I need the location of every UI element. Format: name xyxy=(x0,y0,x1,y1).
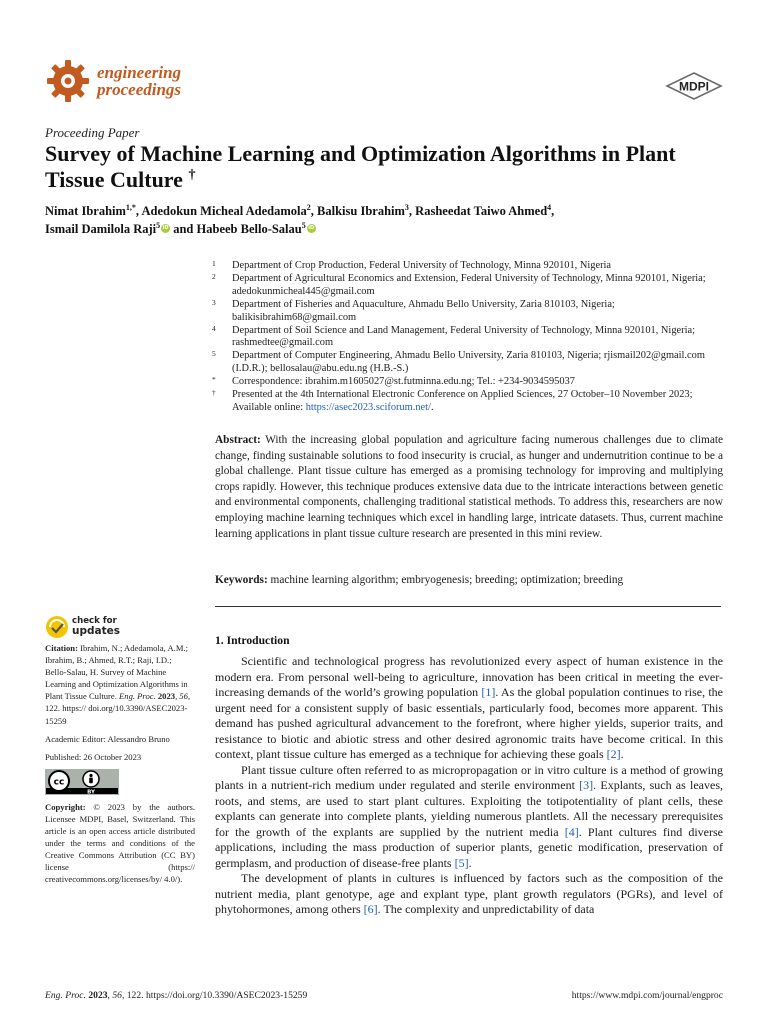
body-text-run: . The complexity and unpredictability of data xyxy=(377,902,595,916)
footer-citation: Eng. Proc. 2023, 56, 122. https://doi.org/10.3390/ASEC2023-15259 xyxy=(45,990,308,1001)
affiliation-item xyxy=(212,299,732,325)
affiliation-text: Presented at the 4th International Electronic Conference on Applied Sciences, 27 October–10 November 2023; Available online: xyxy=(232,389,693,413)
affiliation-item xyxy=(212,389,732,415)
author-separator: and xyxy=(170,221,197,236)
copyright-text: © 2023 by the authors. Licensee MDPI, Basel, Switzerland. This article is an open access article distributed under the terms and conditions of the Creative Commons Attribution (CC BY) license (https:// creativecommons.org/licenses/by/ 4.0/). xyxy=(45,801,195,885)
author-separator: , xyxy=(135,204,142,218)
journal-name-line2: proceedings xyxy=(97,80,182,99)
check-updates-line1: check for xyxy=(72,616,117,626)
mdpi-logo-icon xyxy=(665,72,723,100)
cc-by-license-badge[interactable] xyxy=(45,769,119,795)
affiliation-text: Department of Soil Science and Land Management, Federal University of Technology, Minna 920101, Nigeria; rashmedtee@gmail.com xyxy=(232,324,695,349)
footer-year: 2023 xyxy=(88,990,108,1001)
citation-block: Citation: Ibrahim, N.; Adedamola, A.M.; Ibrahim, B.; Ahmed, R.T.; Raji, I.D.; Bello-Salau, H. Survey of Machine Learning and Optimization Algorithms in Plant Tissue Culture. Eng. Proc. 2023, 56, 122. https:// doi.org/10.3390/ASEC2023-15259 xyxy=(45,643,191,726)
affiliation-mark: 3 xyxy=(212,297,216,307)
citation-year: 2023 xyxy=(157,691,176,702)
paper-type: Proceeding Paper xyxy=(45,125,140,140)
footer-journal-url[interactable]: https://www.mdpi.com/journal/engproc xyxy=(571,990,723,1001)
journal-logo[interactable] xyxy=(45,58,181,104)
author-name: Nimat Ibrahim xyxy=(45,204,126,218)
footer-volume: 56 xyxy=(112,990,122,1001)
author-affiliation-mark[interactable]: 5 xyxy=(156,220,161,230)
citation-label: Citation: xyxy=(45,643,78,653)
affiliation-text: Department of Computer Engineering, Ahmadu Bello University, Zaria 810103, Nigeria; rjismail202@gmail.com (I.D.R.); bellosalau@abu.edu.ng (H.B.-S.) xyxy=(232,350,705,375)
affiliation-tail: . xyxy=(430,401,434,413)
conference-link[interactable]: https://asec2023.sciforum.net/ xyxy=(305,401,431,413)
paper-title xyxy=(45,141,725,193)
check-updates-line2: updates xyxy=(72,625,120,637)
author-name: Balkisu Ibrahim xyxy=(317,204,405,218)
reference-link[interactable]: [1] xyxy=(481,685,496,699)
affiliations xyxy=(212,260,732,415)
author-separator: , xyxy=(310,204,318,218)
author-affiliation-mark[interactable]: 4 xyxy=(547,202,552,212)
body-text-run: . Plant cultures find diverse applications, including the mass production of superior plants, genetic modification, preservation of germplasm, and production of disease-free plants xyxy=(215,824,723,870)
affiliation-item xyxy=(212,260,732,273)
copyright-label: Copyright: xyxy=(45,801,86,812)
abstract-label: Abstract: xyxy=(215,434,261,446)
body-text-run: Plant tissue culture often referred to as micropropagation or in vitro culture is a method of growing plants in a nutrient-rich medium under regulated and sterile environment xyxy=(215,762,723,792)
journal-name-line1: engineering xyxy=(97,63,182,82)
author-separator: , xyxy=(408,204,416,218)
affiliation-mark: † xyxy=(212,388,216,398)
footer-doi[interactable]: , 122. https://doi.org/10.3390/ASEC2023-15259 xyxy=(121,990,308,1001)
citation-doi[interactable]: , 122. https:// doi.org/10.3390/ASEC2023-15259 xyxy=(45,691,191,726)
sidebar xyxy=(45,642,195,892)
mdpi-logo[interactable] xyxy=(665,72,723,100)
body-text-run: . Explants, such as leaves, roots, and stems, are used to start plant cultures. Exploiting the totipotentiality of plant cells, these explants can generate into complete plants, yielding numerous plantlets. All the necessary prerequisites for the growth of the explants are supplied by the nutrient media xyxy=(215,778,724,839)
affiliation-item xyxy=(212,325,732,351)
author-affiliation-mark[interactable]: 5 xyxy=(301,220,306,230)
citation-volume: 56 xyxy=(179,691,188,702)
reference-link[interactable]: [4] xyxy=(564,824,579,839)
body-text-run: Scientific and technological progress has revolutionized every aspect of human existence in the modern era. From personal well-being to agriculture, innovation has been critical in meeting the ever-increasing demands of the world’s growing population xyxy=(215,654,723,699)
body-text-run: . As the global population continues to rise, the urgent need for a consistent supply of basic essentials, particularly food, becomes more apparent. This demand has pushed agricultural advancement to the forefront, where higher yields, superior traits, and resistance to biotic and abiotic stress and other desired agronomic traits have become critical. In this context, plant tissue culture has emerged as a technique for achieving these goals xyxy=(215,685,723,761)
affiliation-item xyxy=(212,376,732,389)
affiliation-mark: 2 xyxy=(212,271,216,281)
author-affiliation-mark[interactable]: 3 xyxy=(404,202,409,212)
keywords-label: Keywords: xyxy=(215,574,268,586)
abstract-text: With the increasing global population and agriculture facing numerous challenges due to climate change, finding sustainable solutions to food insecurity is crucial, as hunger and undernutrition continue to be a global challenge. Plant tissue culture has emerged as a promising technology for improving and multiplying crops rapidly. However, this technique produces extensive data due to the intricate interactions between genetic and environmental components, challenging traditional statistical methods. To address this, researchers are now employing machine learning techniques which excel in handling large, intricate datasets. Thus, current machine learning applications in plant tissue culture research are presented in this mini review. xyxy=(215,434,723,540)
academic-editor: Academic Editor: Alessandro Bruno xyxy=(45,733,170,744)
author-name: Adedokun Micheal Adedamola xyxy=(141,204,307,218)
body-paragraph xyxy=(215,871,723,918)
keywords-text: machine learning algorithm; embryogenesis; breeding; optimization; breeding xyxy=(270,574,624,586)
orcid-icon[interactable] xyxy=(161,224,170,233)
cc-label: cc xyxy=(53,777,65,788)
body-paragraph xyxy=(215,654,723,763)
body-text-run: . xyxy=(468,855,472,870)
author-separator: , xyxy=(551,204,555,218)
affiliation-item xyxy=(212,350,732,376)
reference-link[interactable]: [6] xyxy=(363,902,378,916)
copyright-block xyxy=(45,801,195,886)
citation-text: Ibrahim, N.; Adedamola, A.M.; Ibrahim, B.; Ahmed, R.T.; Raji, I.D.; Bello-Salau, H. Survey of Machine Learning and Optimization Algorithms in Plant Tissue Culture. xyxy=(45,643,188,702)
affiliation-mark: 5 xyxy=(212,349,216,359)
paper-title-text: Survey of Machine Learning and Optimization Algorithms in Plant Tissue Culture xyxy=(45,141,676,192)
gear-logo-icon xyxy=(45,58,91,104)
citation-journal: Eng. Proc. xyxy=(119,691,156,702)
reference-link[interactable]: [2] xyxy=(606,747,621,761)
author-affiliation-mark[interactable]: 2 xyxy=(306,202,311,212)
body-text-run: The development of plants in cultures is influenced by factors such as the composition of the nutrient media, plant genotype, age and explant type, plant growth regulators (PGRs), and level of phytohormones, among others xyxy=(215,871,723,916)
affiliation-item xyxy=(212,273,732,299)
author-name: Rasheedat Taiwo Ahmed xyxy=(415,204,548,218)
by-label: BY xyxy=(87,789,95,795)
introduction-body xyxy=(215,654,723,918)
affiliation-mark: 4 xyxy=(212,323,216,333)
published-date: Published: 26 October 2023 xyxy=(45,751,142,762)
affiliation-mark: * xyxy=(212,375,216,385)
keywords xyxy=(215,573,723,588)
author-affiliation-mark[interactable]: 1,* xyxy=(125,202,136,212)
publisher-name: MDPI xyxy=(679,79,709,94)
abstract xyxy=(215,433,723,542)
affiliation-mark: 1 xyxy=(212,259,216,268)
affiliation-text: Department of Crop Production, Federal University of Technology, Minna 920101, Nigeria xyxy=(232,260,612,271)
orcid-icon[interactable] xyxy=(307,224,316,233)
check-for-updates-button[interactable] xyxy=(45,615,120,639)
affiliation-text: Correspondence: ibrahim.m1605027@st.futminna.edu.ng; Tel.: +234-9034595037 xyxy=(232,376,575,388)
reference-link[interactable]: [3] xyxy=(579,778,594,792)
reference-link[interactable]: [5] xyxy=(454,855,469,870)
check-updates-icon xyxy=(45,615,69,639)
body-paragraph xyxy=(215,763,723,872)
section-divider xyxy=(215,606,721,607)
author-name: Ismail Damilola Raji xyxy=(45,221,157,236)
author-name: Habeeb Bello-Salau xyxy=(196,221,302,236)
footer-journal: Eng. Proc. xyxy=(45,990,86,1001)
section-heading-introduction: 1. Introduction xyxy=(215,634,290,647)
author-list xyxy=(45,203,725,238)
body-text-run: . xyxy=(620,747,624,761)
affiliation-text: Department of Agricultural Economics and Extension, Federal University of Technology, Minna 920101, Nigeria; adedokunmicheal445@gmail.com xyxy=(232,272,706,297)
affiliation-text: Department of Fisheries and Aquaculture, Ahmadu Bello University, Zaria 810103, Nigeria; balikisibrahim68@gmail.com xyxy=(232,298,615,323)
title-footnote-mark[interactable]: † xyxy=(188,167,196,183)
